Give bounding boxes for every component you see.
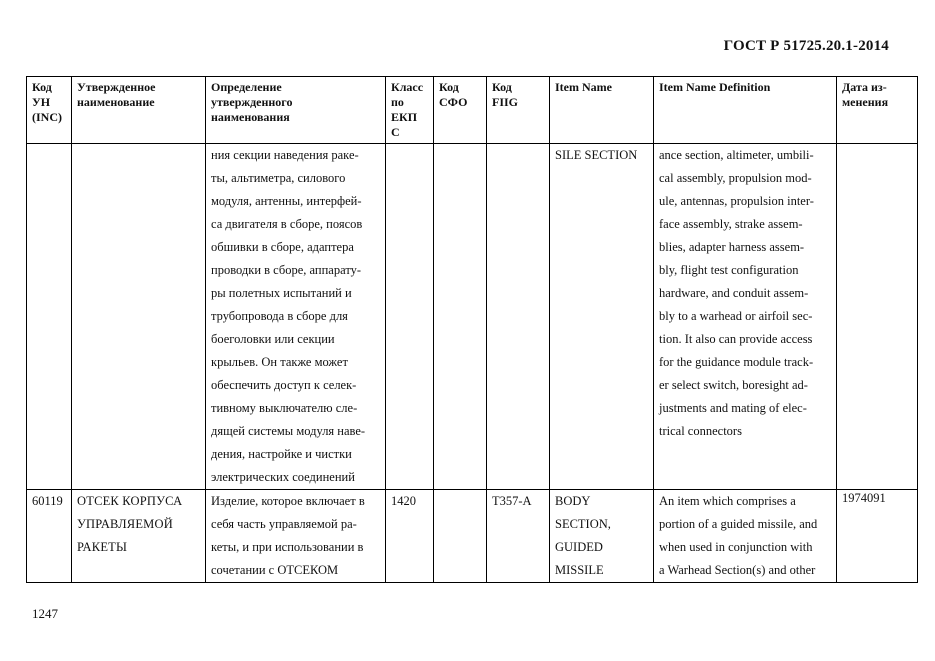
text-line: SILE SECTION — [555, 148, 638, 162]
col-header-item-name — [550, 77, 654, 144]
col-header-fiig — [487, 77, 550, 144]
text-line: тивному выключателю сле- — [211, 401, 358, 415]
table-header-row — [27, 77, 918, 144]
header-line: по — [391, 95, 404, 109]
catalog-table — [26, 76, 918, 583]
header-line: Код — [32, 80, 52, 94]
cell-definition-ru — [206, 144, 386, 490]
class-value: 1420 — [391, 494, 416, 508]
cell-item-name — [550, 490, 654, 583]
text-line: Изделие, которое включает в — [211, 494, 365, 508]
text-line: ры полетных испытаний и — [211, 286, 352, 300]
text-line: bly, flight test configuration — [659, 263, 799, 277]
text-line: face assembly, strake assem- — [659, 217, 803, 231]
header-line: Утвержденное — [77, 80, 156, 94]
col-header-class — [386, 77, 434, 144]
text-line: себя часть управляемой ра- — [211, 517, 357, 531]
text-line: ance section, altimeter, umbili- — [659, 148, 814, 162]
header-line: Item Name Definition — [659, 80, 771, 94]
text-line: bly to a warhead or airfoil sec- — [659, 309, 813, 323]
fiig-value: T357-A — [492, 494, 532, 508]
text-line: blies, adapter harness assem- — [659, 240, 805, 254]
col-header-definition-ru — [206, 77, 386, 144]
header-line: УН — [32, 95, 51, 109]
text-line: a Warhead Section(s) and other — [659, 563, 816, 577]
cell-definition-ru — [206, 490, 386, 583]
text-line: обшивки в сборе, адаптера — [211, 240, 354, 254]
cell-class — [386, 490, 434, 583]
cell-inc — [27, 144, 72, 490]
text-line: ты, альтиметра, силового — [211, 171, 346, 185]
date-value: 1974091 — [842, 491, 886, 505]
header-line: Класс — [391, 80, 424, 94]
text-line: for the guidance module track- — [659, 355, 814, 369]
header-line: (INC) — [32, 110, 62, 124]
inc-value: 60119 — [32, 494, 63, 508]
cell-date — [837, 490, 918, 583]
text-line: трубопровода в сборе для — [211, 309, 348, 323]
cell-fiig — [487, 144, 550, 490]
header-line: Дата из- — [842, 80, 887, 94]
text-line: when used in conjunction with — [659, 540, 813, 554]
text-line: cal assembly, propulsion mod- — [659, 171, 812, 185]
text-line: SECTION, — [555, 517, 611, 531]
text-line: MISSILE — [555, 563, 604, 577]
text-line: justments and mating of elec- — [659, 401, 807, 415]
header-line: Код — [439, 80, 459, 94]
text-line: дения, настройке и чистки — [211, 447, 352, 461]
text-line: er select switch, boresight ad- — [659, 378, 808, 392]
col-header-item-name-definition — [654, 77, 837, 144]
text-line: са двигателя в сборе, поясов — [211, 217, 363, 231]
text-line: УПРАВЛЯЕМОЙ — [77, 517, 173, 531]
text-line: сочетании с ОТСЕКОМ — [211, 563, 339, 577]
cell-inc — [27, 490, 72, 583]
table-row — [27, 144, 918, 490]
cell-item-name — [550, 144, 654, 490]
cell-fiig — [487, 490, 550, 583]
header-line: Item Name — [555, 80, 612, 94]
header-line: менения — [842, 95, 889, 109]
text-line: ОТСЕК КОРПУСА — [77, 494, 183, 508]
text-line: portion of a guided missile, and — [659, 517, 818, 531]
text-line: An item which comprises a — [659, 494, 796, 508]
cell-class — [386, 144, 434, 490]
text-line: проводки в сборе, аппарату- — [211, 263, 362, 277]
cell-date — [837, 144, 918, 490]
header-line: Код — [492, 80, 512, 94]
cell-definition-en — [654, 144, 837, 490]
cell-sfo — [434, 490, 487, 583]
text-line: ния секции наведения раке- — [211, 148, 359, 162]
text-line: крыльев. Он также может — [211, 355, 348, 369]
header-line: FIIG — [492, 95, 519, 109]
cell-definition-en — [654, 490, 837, 583]
text-line: кеты, и при использовании в — [211, 540, 364, 554]
text-line: РАКЕТЫ — [77, 540, 128, 554]
text-line: trical connectors — [659, 424, 742, 438]
text-line: GUIDED — [555, 540, 603, 554]
text-line: обеспечить доступ к селек- — [211, 378, 357, 392]
col-header-approved-name — [72, 77, 206, 144]
header-line: наименования — [211, 110, 290, 124]
col-header-change-date — [837, 77, 918, 144]
header-line: ЕКП — [391, 110, 418, 124]
header-line: С — [391, 125, 400, 139]
cell-name-ru — [72, 144, 206, 490]
text-line: дящей системы модуля наве- — [211, 424, 366, 438]
cell-sfo — [434, 144, 487, 490]
table-row — [27, 490, 918, 583]
text-line: боеголовки или секции — [211, 332, 335, 346]
header-line: утвержденного — [211, 95, 293, 109]
header-line: наименование — [77, 95, 155, 109]
cell-name-ru — [72, 490, 206, 583]
text-line: электрических соединений — [211, 470, 355, 484]
document-standard-number: ГОСТ Р 51725.20.1-2014 — [723, 38, 889, 54]
text-line: tion. It also can provide access — [659, 332, 813, 346]
page-number: 1247 — [32, 606, 58, 621]
col-header-inc — [27, 77, 72, 144]
col-header-sfo — [434, 77, 487, 144]
text-line: ule, antennas, propulsion inter- — [659, 194, 814, 208]
text-line: hardware, and conduit assem- — [659, 286, 809, 300]
text-line: BODY — [555, 494, 591, 508]
header-line: Определение — [211, 80, 282, 94]
header-line: СФО — [439, 95, 468, 109]
text-line: модуля, антенны, интерфей- — [211, 194, 362, 208]
